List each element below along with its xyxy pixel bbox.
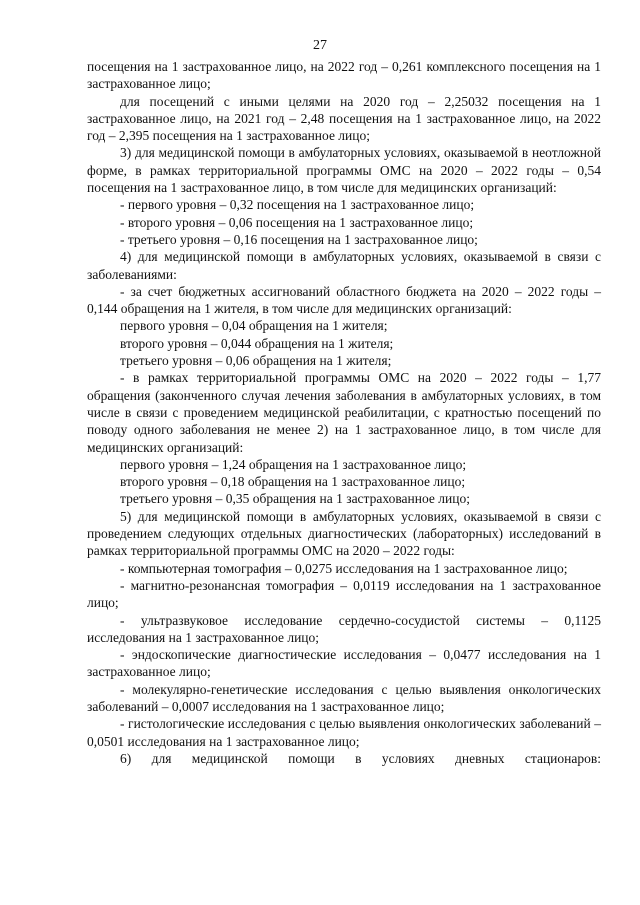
paragraph: - за счет бюджетных ассигнований областного бюджета на 2020 – 2022 годы – 0,144 обращения на 1 жителя, в том числе для медицинских организаций:	[87, 283, 601, 317]
paragraph: - в рамках территориальной программы ОМС на 2020 – 2022 годы – 1,77 обращения (законченного случая лечения заболевания в амбулаторных условиях, в том числе в связи с проведением медицинской реабилитации, с кратностью посещений по поводу одного заболевания не менее 2) на 1 застрахованное лицо, в том числе для медицинских организаций:	[87, 370, 601, 455]
list-item: третьего уровня – 0,35 обращения на 1 застрахованное лицо;	[120, 491, 470, 507]
list-item: второго уровня – 0,18 обращения на 1 застрахованное лицо;	[120, 474, 466, 490]
list-item: - третьего уровня – 0,16 посещения на 1 застрахованное лицо;	[120, 231, 478, 247]
list-item: - эндоскопические диагностические исследования – 0,0477 исследования на 1 застрахованное лицо;	[87, 647, 601, 680]
list-item: - компьютерная томография – 0,0275 исследования на 1 застрахованное лицо;	[120, 560, 568, 576]
list-item: - молекулярно-генетические исследования с целью выявления онкологических заболеваний – 0,0007 исследования на 1 застрахованное лицо;	[87, 681, 601, 714]
list-item: - ультразвуковое исследование сердечно-сосудистой системы – 0,1125 исследования на 1 застрахованное лицо;	[87, 612, 601, 645]
list-item: - первого уровня – 0,32 посещения на 1 застрахованное лицо;	[120, 197, 475, 213]
list-item: - магнитно-резонансная томография – 0,0119 исследования на 1 застрахованное лицо;	[87, 577, 601, 611]
paragraph: 3) для медицинской помощи в амбулаторных условиях, оказываемой в неотложной форме, в рамках территориальной программы ОМС на 2020 – 2022 годы – 0,54 посещения на 1 застрахованное лицо, в том числе для медицинских организаций:	[87, 145, 601, 196]
paragraph: для посещений с иными целями на 2020 год – 2,25032 посещения на 1 застрахованное лицо, на 2021 год – 2,48 посещения на 1 застрахованное лицо, на 2022 год – 2,395 посещения на 1 застрахованное лицо;	[87, 93, 601, 144]
paragraph: 4) для медицинской помощи в амбулаторных условиях, оказываемой в связи с заболеваниями:	[87, 249, 601, 282]
list-item: третьего уровня – 0,06 обращения на 1 жителя;	[120, 353, 392, 369]
list-item: второго уровня – 0,044 обращения на 1 жителя;	[120, 335, 394, 351]
paragraph: 6) для медицинской помощи в условиях дневных стационаров:	[120, 750, 601, 766]
list-item: первого уровня – 0,04 обращения на 1 жителя;	[120, 318, 388, 334]
list-item: - гистологические исследования с целью выявления онкологических заболеваний – 0,0501 исследования на 1 застрахованное лицо;	[87, 716, 601, 749]
paragraph: посещения на 1 застрахованное лицо, на 2022 год – 0,261 комплексного посещения на 1 застрахованное лицо;	[87, 59, 601, 92]
list-item: - второго уровня – 0,06 посещения на 1 застрахованное лицо;	[120, 214, 474, 230]
page-body	[87, 58, 601, 767]
page-number: 27	[313, 38, 327, 53]
list-item: первого уровня – 1,24 обращения на 1 застрахованное лицо;	[120, 456, 467, 472]
paragraph: 5) для медицинской помощи в амбулаторных условиях, оказываемой в связи с проведением следующих отдельных диагностических (лабораторных) исследований в рамках территориальной программы ОМС на 2020 – 2022 годы:	[87, 508, 601, 559]
